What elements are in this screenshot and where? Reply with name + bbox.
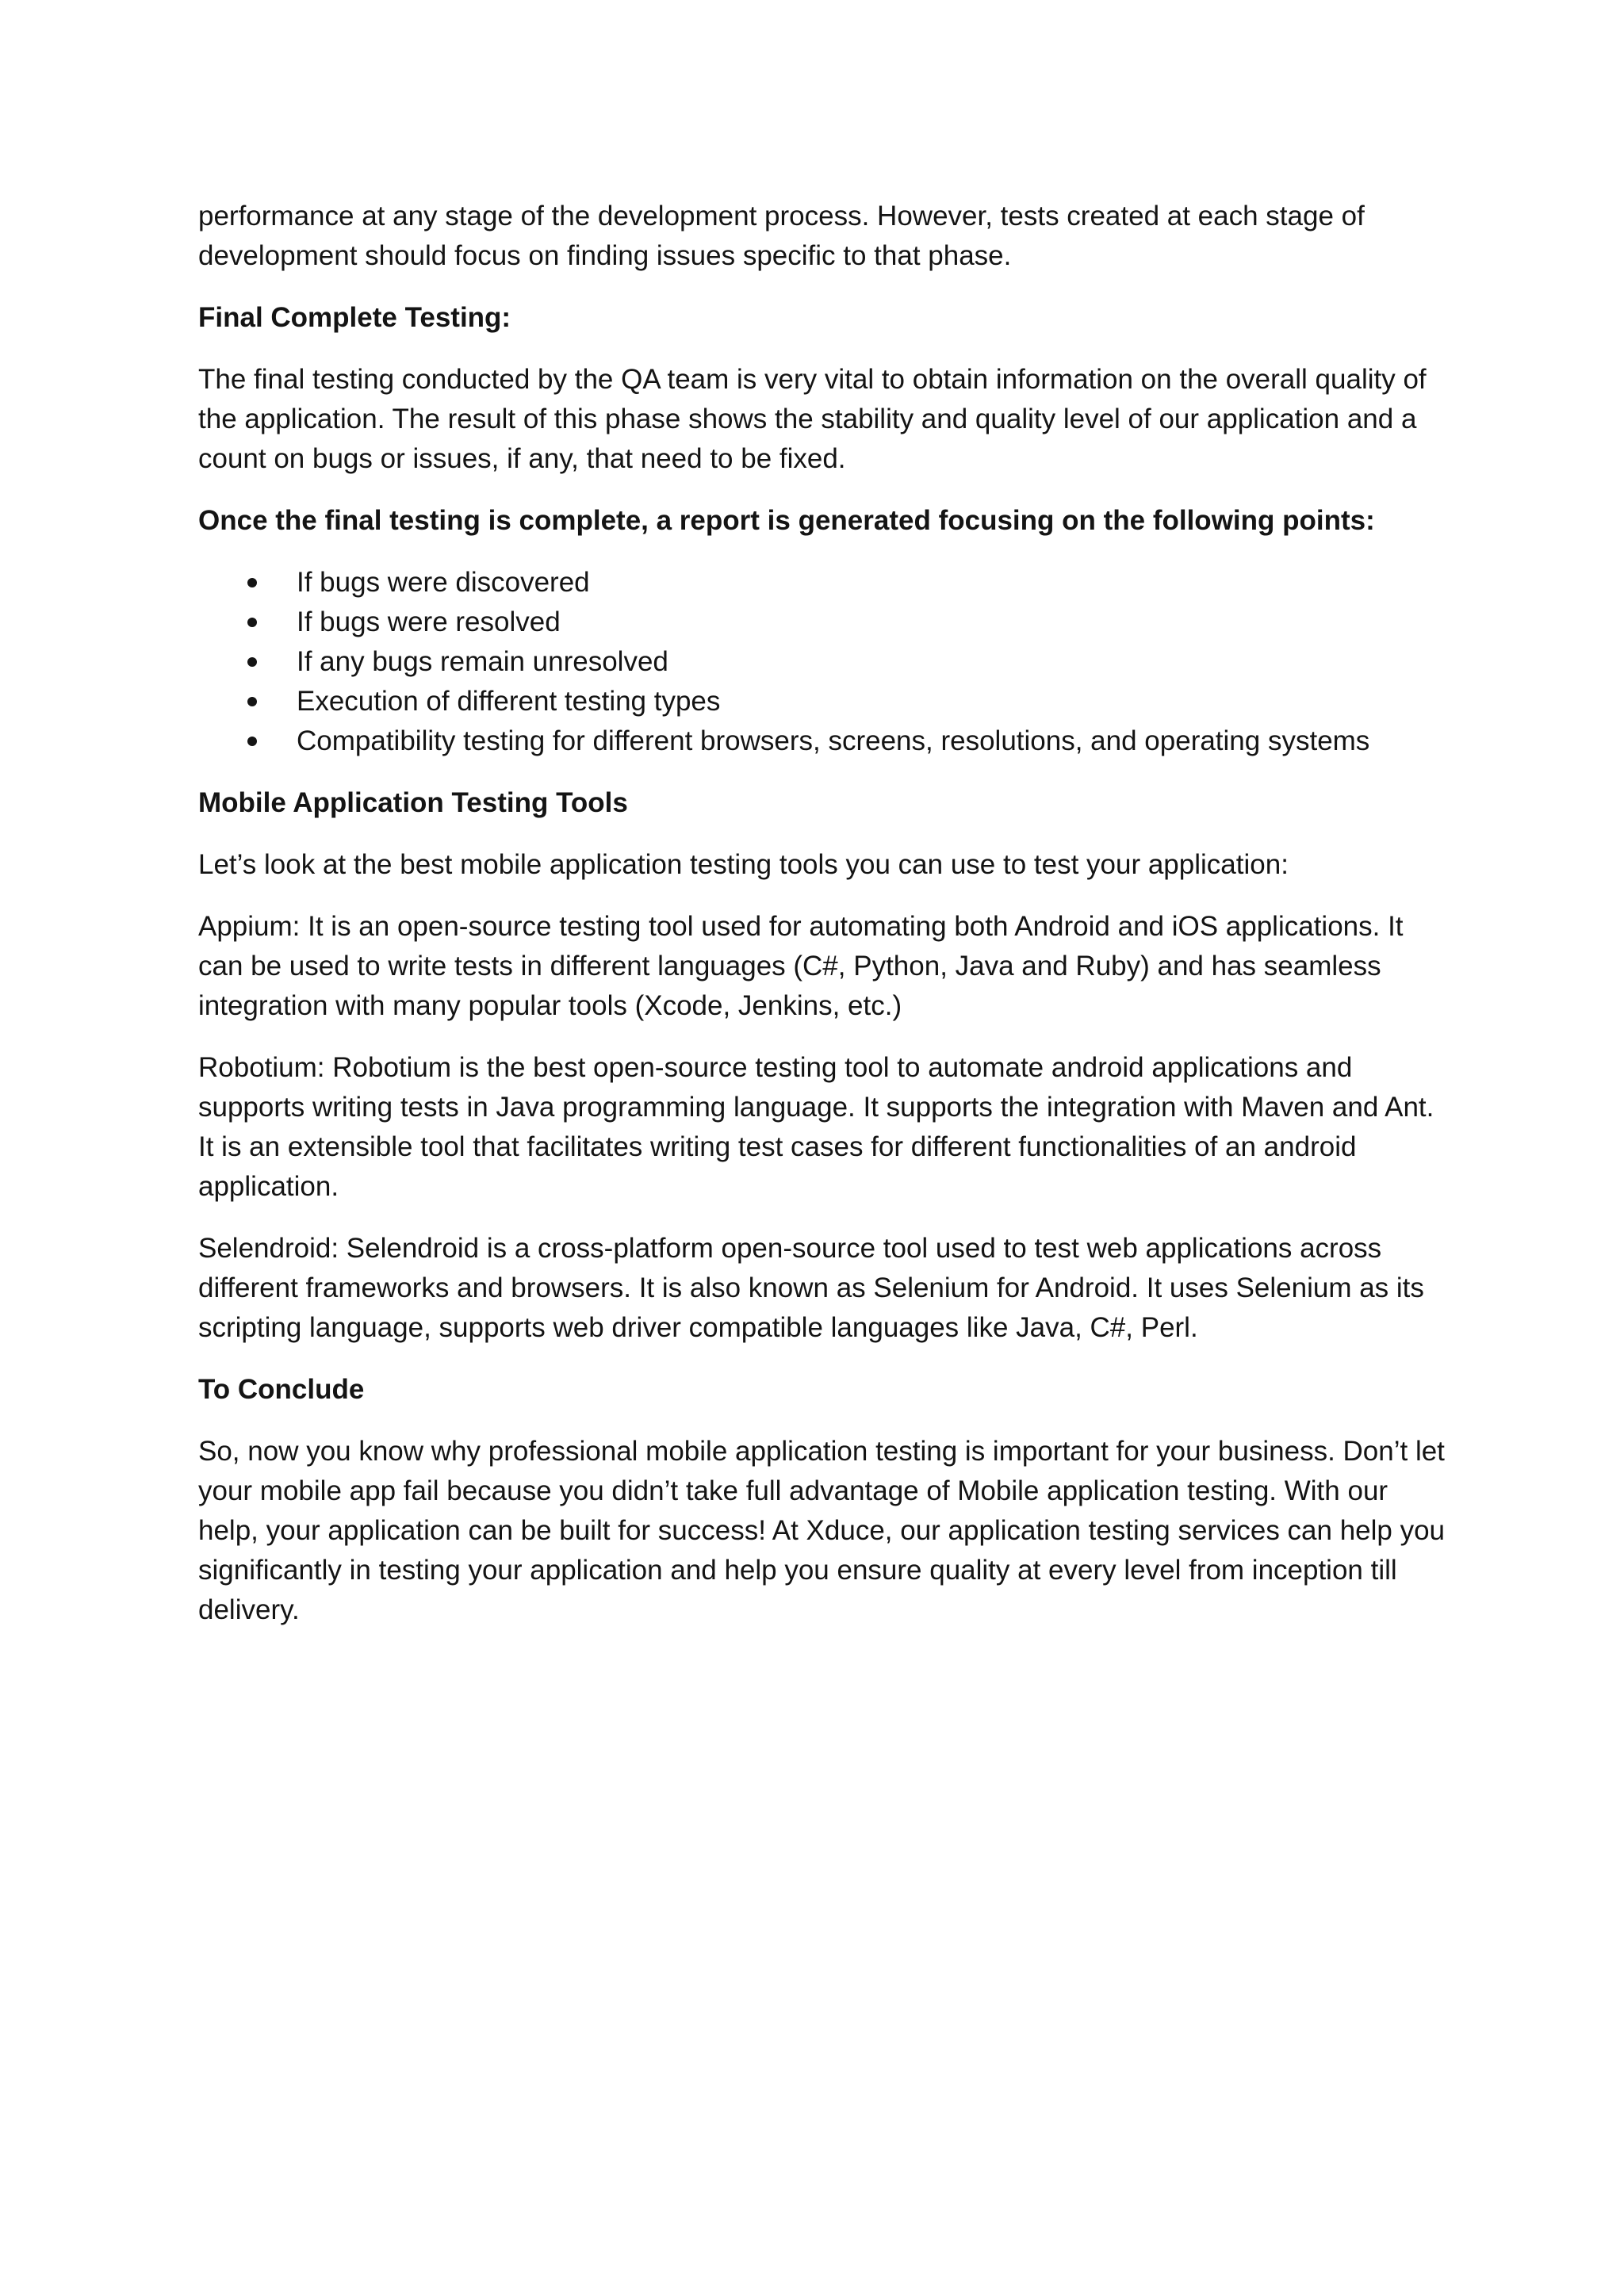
list-item: [198, 563, 1451, 603]
list-item-text: If any bugs remain unresolved: [297, 646, 668, 677]
list-item-text: Execution of different testing types: [297, 686, 721, 717]
bullet-icon: [247, 618, 257, 627]
appium-paragraph: Appium: It is an open-source testing tool used for automating both Android and iOS applications. It can be used to write tests in different languages (C#, Python, Java and Ruby) and has seamless integration with many popular tools (Xcode, Jenkins, etc.): [198, 911, 1404, 1021]
robotium-paragraph: Robotium: Robotium is the best open-source testing tool to automate android applications and supports writing tests in Java programming language. It supports the integration with Maven and Ant. It is an extensible tool that facilitates writing test cases for different functionalities of an android application.: [198, 1052, 1434, 1202]
intro-continuation-paragraph: performance at any stage of the development process. However, tests created at each stage of development should focus on finding issues specific to that phase.: [198, 201, 1365, 271]
conclude-heading: To Conclude: [198, 1374, 365, 1405]
report-points-list: [198, 563, 1451, 761]
list-item: [198, 603, 1451, 642]
list-item: [198, 721, 1451, 761]
conclude-paragraph: So, now you know why professional mobile application testing is important for your business. Don’t let your mobile app fail because you didn’t take full advantage of Mobile application testing. With our help, your application can be built for success! At Xduce, our application testing services can help you significantly in testing your application and help you ensure quality at every level from inception till delivery.: [198, 1436, 1446, 1625]
tools-heading: Mobile Application Testing Tools: [198, 787, 628, 818]
final-testing-heading: Final Complete Testing:: [198, 302, 511, 333]
report-heading: Once the final testing is complete, a report is generated focusing on the following points:: [198, 505, 1375, 536]
list-item-text: If bugs were resolved: [297, 607, 561, 637]
list-item-text: Compatibility testing for different browsers, screens, resolutions, and operating systems: [297, 725, 1370, 756]
document-page: [198, 197, 1451, 1652]
tools-intro-paragraph: Let’s look at the best mobile application testing tools you can use to test your application:: [198, 849, 1289, 880]
selendroid-paragraph: Selendroid: Selendroid is a cross-platform open-source tool used to test web applications across different frameworks and browsers. It is also known as Selenium for Android. It uses Selenium as its scripting language, supports web driver compatible languages like Java, C#, Perl.: [198, 1233, 1424, 1343]
bullet-icon: [247, 697, 257, 706]
final-testing-paragraph: The final testing conducted by the QA team is very vital to obtain information on the overall quality of the application. The result of this phase shows the stability and quality level of our application and a count on bugs or issues, if any, that need to be fixed.: [198, 364, 1427, 474]
list-item: [198, 682, 1451, 721]
bullet-icon: [247, 657, 257, 667]
list-item-text: If bugs were discovered: [297, 567, 590, 598]
bullet-icon: [247, 578, 257, 587]
list-item: [198, 642, 1451, 682]
bullet-icon: [247, 737, 257, 746]
